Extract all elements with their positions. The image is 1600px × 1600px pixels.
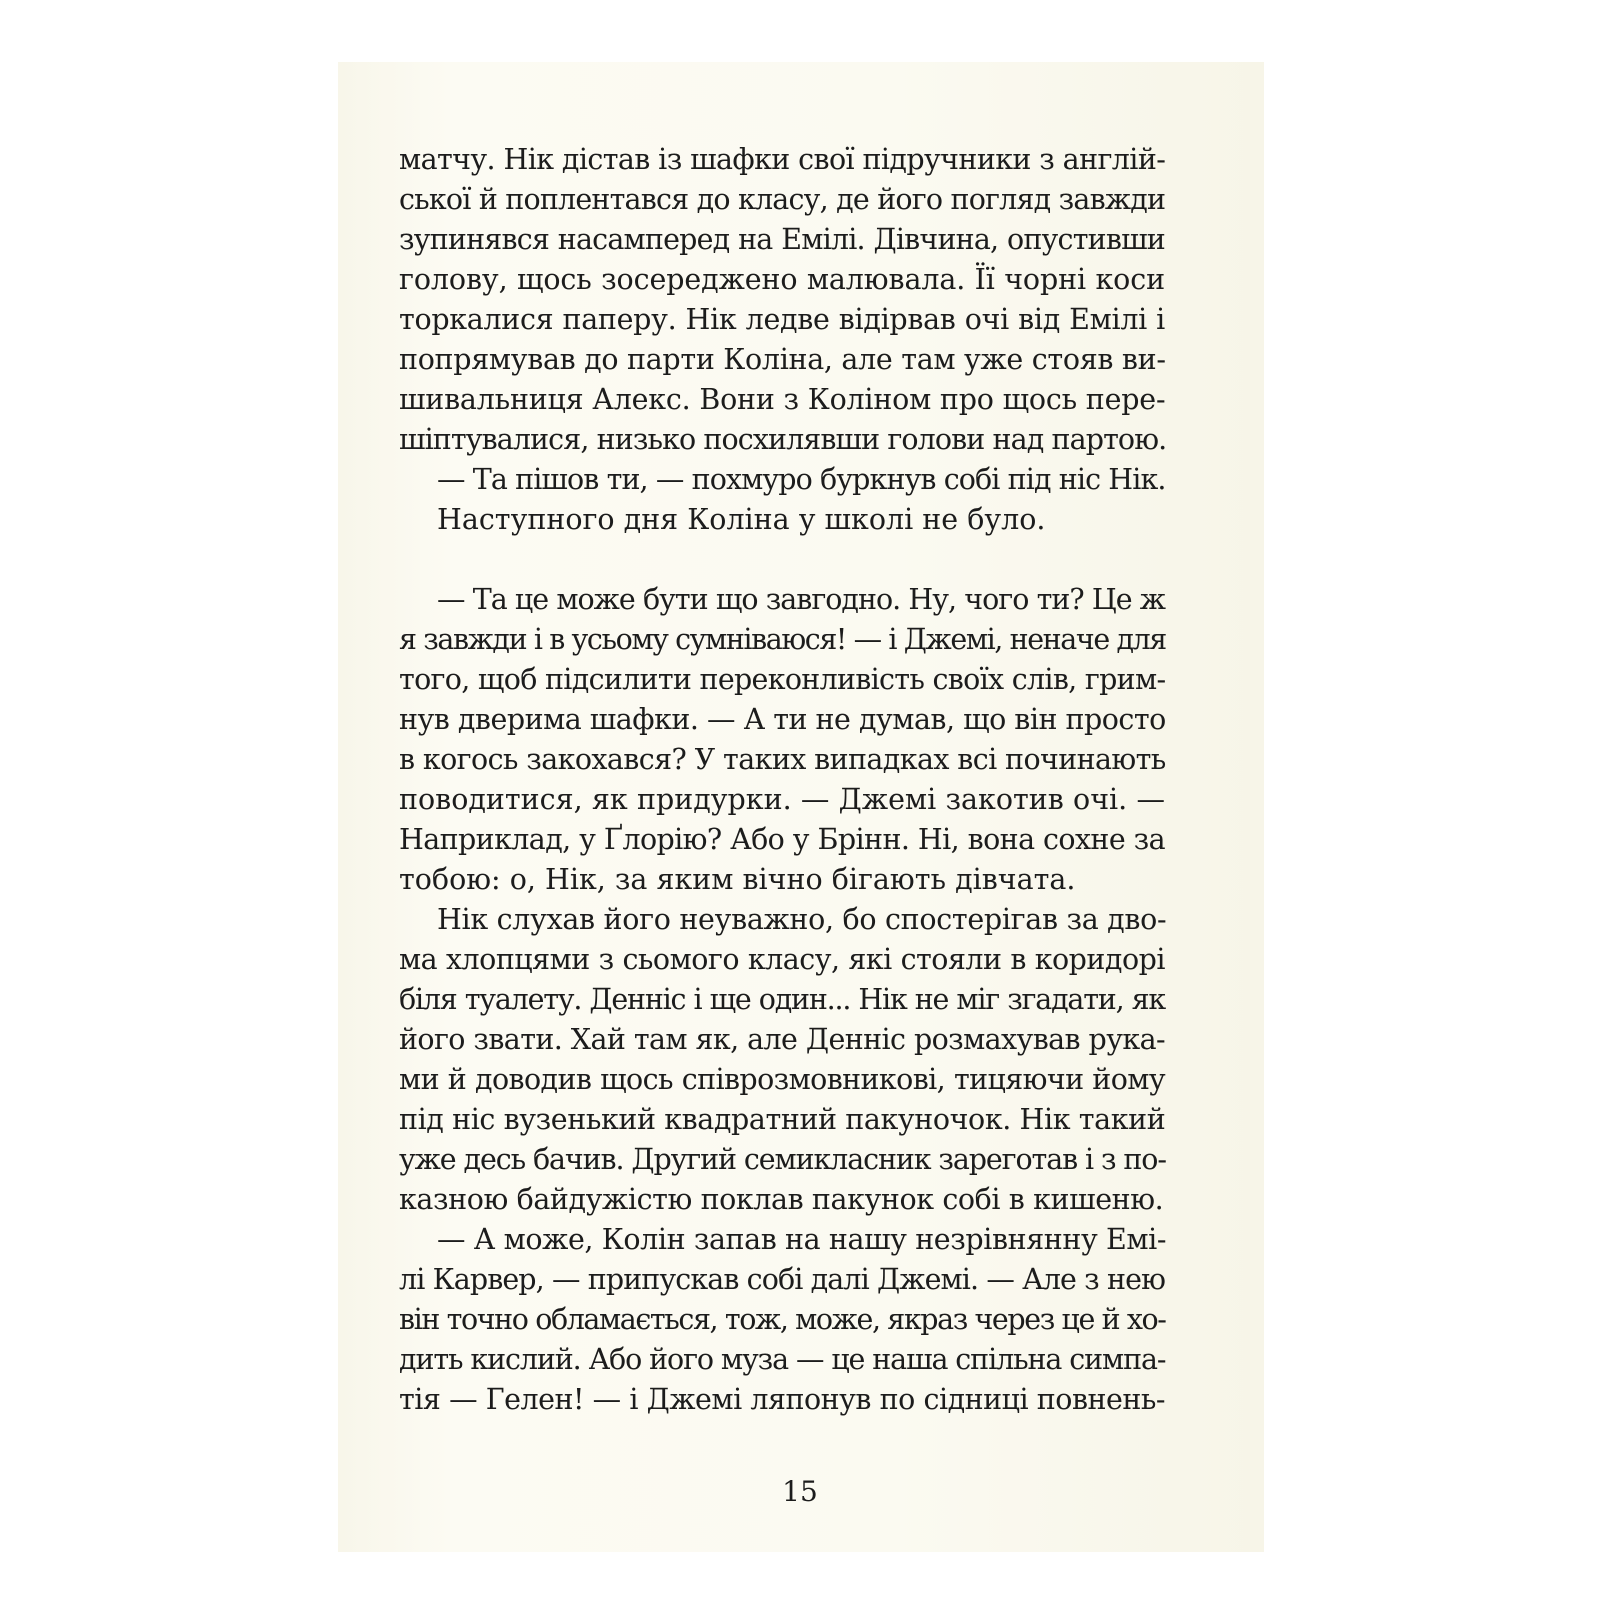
text-line: — Та це може бути що завгодно. Ну, чого ти? Це ж [437,583,1165,616]
text-line: поводитися, як придурки. — Джемі закотив очі. — [399,783,1165,816]
text-line: зупинявся насамперед на Емілі. Дівчина, опустивши [399,223,1165,256]
section-break [399,540,1165,580]
text-line: ми й доводив щось співрозмовникові, тицяючи йому [399,1063,1165,1096]
text-line: матчу. Нік дістав із шафки свої підручники з англій- [399,143,1166,176]
text-line: дить кислий. Або його муза — це наша спільна симпа- [399,1343,1166,1376]
paragraph [399,460,1165,500]
text-line: ської й поплентався до класу, де його погляд завжди [399,183,1166,216]
text-line: тія — Гелен! — і Джемі ляпонув по сідниці повнень- [399,1383,1165,1416]
paragraph [399,500,1165,540]
text-line: — А може, Колін запав на нашу незрівнянну Емі- [437,1223,1167,1256]
text-line: голову, щось зосереджено малювала. Її чорні коси [399,263,1165,296]
text-line: він точно обламається, тож, може, якраз через це й хо- [399,1303,1166,1336]
text-line: того, щоб підсилити переконливість своїх слів, грим- [399,663,1166,696]
text-line: торкалися паперу. Нік ледве відірвав очі від Емілі і [399,303,1165,336]
paragraph [399,140,1165,460]
text-line: — Та пішов ти, — похмуро буркнув собі під ніс Нік. [437,463,1166,496]
text-line: під ніс вузенький квадратний пакуночок. Нік такий [399,1103,1166,1136]
text-line: шивальниця Алекс. Вони з Коліном про щось пере- [399,383,1166,416]
text-line: біля туалету. Денніс і ще один... Нік не міг згадати, як [399,983,1165,1016]
text-line: Наприклад, у Ґлорію? Або у Брінн. Ні, вона сохне за [399,823,1165,856]
text-line: в когось закохався? У таких випадках всі починають [399,743,1166,776]
text-line: лі Карвер, — припускав собі далі Джемі. — Але з нею [399,1263,1165,1296]
text-line: ма хлопцями з сьомого класу, які стояли в коридорі [399,943,1165,976]
text-line: казною байдужістю поклав пакунок собі в кишеню. [399,1183,1164,1216]
paragraph [399,580,1165,900]
paragraph [399,1220,1165,1420]
text-line: попрямував до парти Коліна, але там уже стояв ви- [399,343,1166,376]
text-line: Нік слухав його неуважно, бо спостерігав за дво- [437,903,1167,936]
text-line: його звати. Хай там як, але Денніс розмахував рука- [399,1023,1165,1056]
page-number: 15 [782,1475,818,1508]
body-text [399,140,1165,1420]
paragraph [399,900,1165,1220]
text-line: Наступного дня Коліна у школі не було. [437,503,1046,536]
text-line: уже десь бачив. Другий семикласник зареготав і з по- [399,1143,1166,1176]
text-line: тобою: о, Нік, за яким вічно бігають дівчата. [399,863,1076,896]
text-line: я завжди і в усьому сумніваюся! — і Джемі, неначе для [399,623,1166,656]
text-line: шіптувалися, низько посхилявши голови над партою. [399,423,1167,456]
text-line: нув дверима шафки. — А ти не думав, що він просто [399,703,1166,736]
